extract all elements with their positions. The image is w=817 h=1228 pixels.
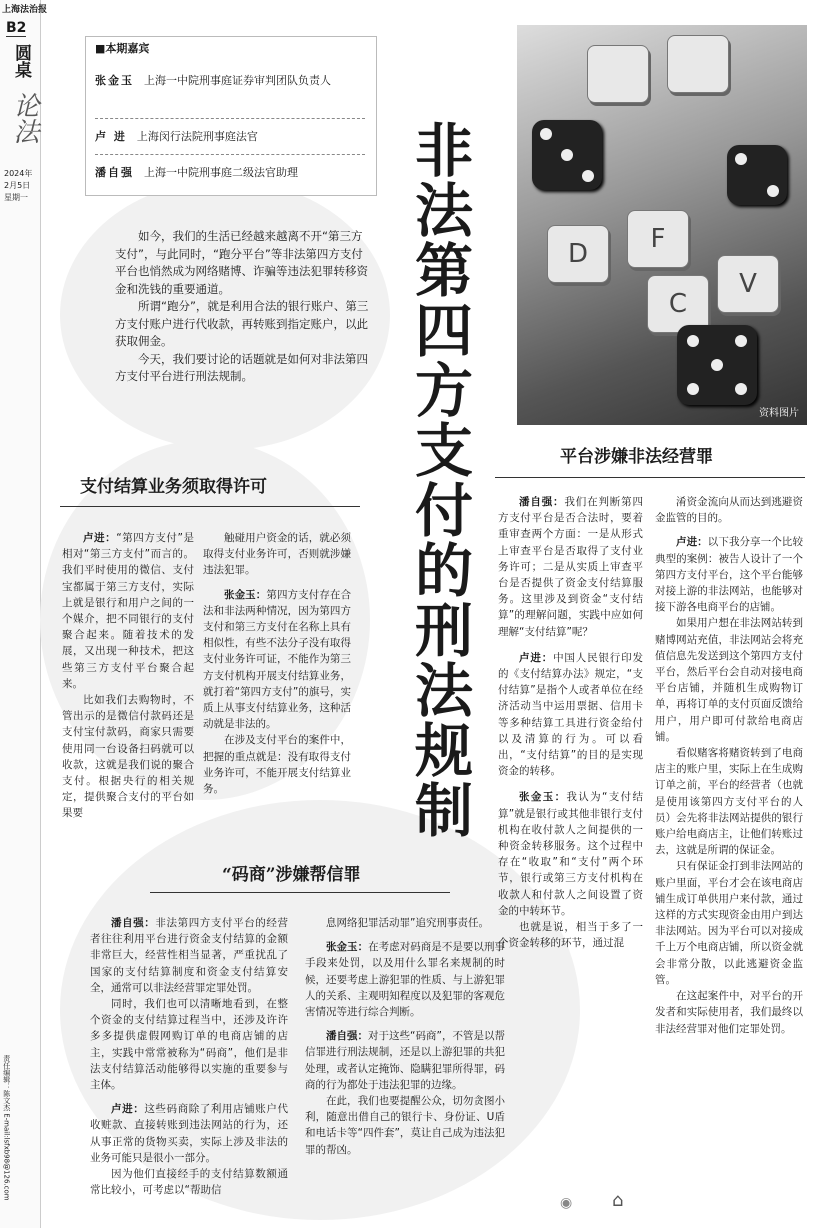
divider xyxy=(60,506,360,507)
paragraph: 息网络犯罪活动罪”追究刑事责任。 xyxy=(326,917,489,929)
section1-col1 xyxy=(62,530,194,822)
paragraph: 卢进：“第四方支付”是相对“第三方支付”而言的。我们平时使用的微信、支付宝都属于第三方支付，实际上就是银行和用户之间的一个媒介，把不同银行的支付聚合起来。随着技术的发展，又出现一种技术，把这些第三方支付平台聚合起来。 xyxy=(62,532,194,690)
paragraph: 触碰用户资金的话，就必须取得支付业务许可，否则就涉嫌违法犯罪。 xyxy=(203,532,351,577)
bank-icon: ⌂ xyxy=(612,1190,624,1211)
keyboard-key xyxy=(667,35,729,93)
guest-desc: 上海一中院刑事庭证券审判团队负责人 xyxy=(144,74,331,87)
section3-col1 xyxy=(90,915,288,1198)
keyboard-key xyxy=(587,45,649,103)
paragraph: 潘自强：对于这些“码商”，不管是以帮信罪进行刑法规制，还是以上游犯罪的共犯处理，或者认定掩饰、隐瞒犯罪所得罪，码商的行为都处于违法犯罪的边缘。 xyxy=(305,1030,505,1091)
speaker: 卢进： xyxy=(519,651,554,664)
location-pin-icon: ◉ xyxy=(560,1195,573,1211)
dice-icon xyxy=(727,145,787,205)
paragraph: 张金玉：第四方支付存在合法和非法两种情况，因为第四方支付和第三方支付在名称上具有相似性，有些不法分子没有取得支付业务许可证，不能作为第三方支付机构开展支付结算业务，就打着“第四方支付”的旗号，实质上从事支付结算业务，这种活动就是非法的。 xyxy=(203,588,352,731)
paragraph: 看似赌客将赌资转到了电商店主的账户里，实际上在生成购订单之前，平台的经营者（也就是使用该第四方支付平台的人员）会先将非法网站提供的银行账户给电商店主，让他们转账过去，这就是所谓的保证金。 xyxy=(655,747,803,857)
section-title: 支付结算业务须取得许可 xyxy=(80,477,267,497)
masthead: 上海法治报 xyxy=(2,5,48,15)
divider xyxy=(95,118,365,119)
column-title: 论法 xyxy=(9,92,39,144)
keyboard-key-d: D xyxy=(547,225,609,283)
guest-3 xyxy=(95,164,370,181)
paragraph: 淆资金流向从而达到逃避资金监管的目的。 xyxy=(655,496,803,525)
speaker: 张金玉： xyxy=(224,588,267,601)
intro-paragraph: 今天，我们要讨论的话题就是如何对非法第四方支付平台进行刑法规制。 xyxy=(115,351,368,383)
guest-1 xyxy=(95,72,370,89)
paragraph: 只有保证金打到非法网站的账户里面，平台才会在该电商店铺生成订单供用户来付款，通过这样的方式实现资金由用户到达非法网站。因为平台可以对接成千上万个电商店铺，所以资金就会非常分散，以此逃避资金监管。 xyxy=(655,860,803,986)
photo-credit: 资料图片 xyxy=(759,408,799,419)
paragraph: 潘自强：我们在判断第四方支付平台是否合法时，要着重审查两个方面：一是从形式上审查平台是否取得了支付业务许可；二是从实质上审查平台是否提供了资金支付结算服务。这里涉及到资金“支付结算”的理解问题，实践中应如何理解“支付结算”呢？ xyxy=(498,496,644,638)
divider xyxy=(495,477,805,478)
dice-icon xyxy=(677,325,757,405)
guest-name: 卢 进 xyxy=(95,130,127,143)
section2-col2 xyxy=(655,494,803,1037)
guest-name: 潘自强 xyxy=(95,166,134,179)
paragraph: 卢进：中国人民银行印发的《支付结算办法》规定，“支付结算”是指个人或者单位在经济活动当中运用票据、信用卡等多种结算工具进行资金给付以及清算的行为。可以看出，“支付结算”的目的是实现资金的转移。 xyxy=(498,651,644,778)
paragraph: 如果用户想在非法网站转到赌博网站充值，非法网站会将充值信息先发送到这个第四方支付平台，然后平台会自动对接电商平台店铺，并随机生成购物订单，再将订单的支付页面反馈给用户，用户即可付款给电商店铺。 xyxy=(655,617,803,743)
date-day: 2月5日 xyxy=(4,181,31,190)
paragraph: 张金玉：在考虑对码商是不是要以刑事手段来处罚，以及用什么罪名来规制的时候，还要考虑上游犯罪的性质、与上游犯罪人的关系、主观明知程度以及犯罪的客观危害情况等进行综合判断。 xyxy=(305,941,505,1019)
divider xyxy=(95,154,365,155)
paragraph: 在涉及支付平台的案件中，把握的重点就是：没有取得支付业务许可，不能开展支付结算业务。 xyxy=(203,734,351,796)
speaker: 卢进： xyxy=(83,532,117,544)
speaker: 张金玉： xyxy=(519,791,567,804)
weekday: 星期一 xyxy=(4,193,28,202)
section1-col2 xyxy=(203,530,351,797)
speaker: 潘自强： xyxy=(111,917,156,929)
guest-desc: 上海闵行法院刑事庭法官 xyxy=(136,130,258,143)
paragraph: 在这起案件中，对平台的开发者和实际使用者，我们最终以非法经营罪对他们定罪处罚。 xyxy=(655,990,803,1035)
divider xyxy=(150,892,450,893)
section3-col2 xyxy=(305,915,505,1158)
section-title: “码商”涉嫌帮信罪 xyxy=(222,865,361,885)
section-title: 平台涉嫌非法经营罪 xyxy=(560,447,713,467)
paragraph: 卢进：以下我分享一个比较典型的案例：被告人设计了一个第四方支付平台，这个平台能够对接上游的非法网站，也能够对接下游各电商平台的店铺。 xyxy=(655,536,804,614)
guest-name: 张金玉 xyxy=(95,74,134,87)
page-number: B2 xyxy=(6,20,27,36)
speaker: 潘自强： xyxy=(326,1030,369,1043)
guest-desc: 上海一中院刑事庭二级法官助理 xyxy=(144,166,298,179)
paragraph: 卢进：这些码商除了利用店铺账户代收赃款、直接转账到违法网站的行为，还从事正常的货物买卖，实际上涉及非法的业务可能只是很小一部分。 xyxy=(90,1103,289,1164)
speaker: 潘自强： xyxy=(519,496,565,508)
date-year: 2024年 xyxy=(4,169,33,178)
paragraph: 因为他们直接经手的支付结算数额通常比较小，可考虑以“帮助信 xyxy=(90,1168,288,1197)
paragraph: 在此，我们也要提醒公众，切勿贪图小利，随意出借自己的银行卡、身份证、U盾和电话卡等“四件套”，莫让自己成为违法犯罪的帮凶。 xyxy=(305,1095,505,1156)
paragraph: 比如我们去购物时，不管出示的是微信付款码还是支付宝付款码，商家只需要使用同一台设备扫码就可以收款，这就是我们说的聚合支付。根据央行的相关规定，提供聚合支付的平台如果要 xyxy=(62,694,194,820)
paragraph: 同时，我们也可以清晰地看到，在整个资金的支付结算过程当中，还涉及许许多多提供虚假网购订单的电商店铺的店主，实践中常常被称为“码商”，他们是非法支付结算活动能够得以实施的重要参与主体。 xyxy=(90,998,288,1092)
keyboard-key-f: F xyxy=(627,210,689,268)
paragraph: 张金玉：我认为“支付结算”就是银行或其他非银行支付机构在收付款人之间提供的一种资金转移服务。这个过程中存在“收取”和“支付”两个环节，银行或第三方支付机构在收款人和付款人之间设置了资金的中转环节。 xyxy=(498,791,643,917)
headline: 非法第四方支付的刑法规制 xyxy=(405,120,473,840)
speaker: 卢进： xyxy=(676,536,708,549)
keyboard-dice-photo xyxy=(517,25,807,425)
column-name: 圆桌 xyxy=(11,44,31,78)
dice-icon xyxy=(532,120,602,190)
intro-text xyxy=(115,228,370,386)
keyboard-key-v: V xyxy=(717,255,779,313)
guest-2 xyxy=(95,128,370,145)
paragraph: 潘自强：非法第四方支付平台的经营者往往利用平台进行资金支付结算的金额非常巨大，经营性相当显著，严重扰乱了国家的支付结算制度和资金支付结算安全，通常可以非法经营罪定罪处罚。 xyxy=(90,917,289,994)
section2-col1 xyxy=(498,494,643,951)
speaker: 卢进： xyxy=(111,1103,145,1116)
editor-credit: 责任编辑：陈文杰 E-mail:lsfxb98@126.com xyxy=(2,1055,11,1201)
paragraph: 也就是说，相当于多了一个资金转移的环节，通过混 xyxy=(498,921,643,950)
intro-paragraph: 所谓“跑分”，就是利用合法的银行账户、第三方支付账户进行代收款，再转账到指定账户，以此获取佣金。 xyxy=(115,299,369,348)
intro-paragraph: 如今，我们的生活已经越来越离不开“第三方支付”，与此同时，“跑分平台”等非法第四方支付平台也悄然成为网络赌博、诈骗等违法犯罪转移资金和洗钱的重要通道。 xyxy=(115,229,368,296)
speaker: 张金玉： xyxy=(326,941,369,954)
guests-title: ■本期嘉宾 xyxy=(95,42,150,55)
keyboard-key-c: C xyxy=(647,275,709,333)
